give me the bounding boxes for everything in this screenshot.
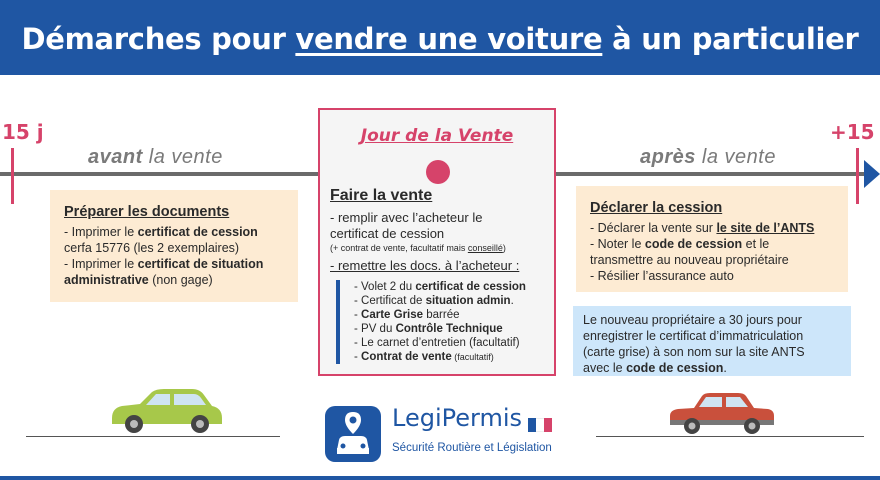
phase-after <box>640 146 776 169</box>
list-item: - remettre les docs. à l’acheteur : <box>330 258 520 273</box>
phase-before-bold: avant <box>88 146 143 168</box>
list-item: - Noter le code de cession et le <box>590 237 770 251</box>
list-item-cont: certificat de cession <box>330 226 445 241</box>
title-prefix: Démarches pour <box>21 22 296 56</box>
list-item-cont: cerfa 15776 (les 2 exemplaires) <box>64 241 240 255</box>
documents-list <box>336 280 556 364</box>
phase-before-rest: la vente <box>142 146 223 168</box>
page-title <box>0 0 880 75</box>
list-item: - Certificat de situation admin. <box>354 295 514 307</box>
green-car-icon <box>106 386 226 436</box>
phase-after-bold: après <box>640 146 696 168</box>
list-item: - Imprimer le certificat de cession <box>64 225 258 239</box>
list-item: - Le carnet d’entretien (facultatif) <box>354 337 520 349</box>
sale-day-content <box>330 188 556 364</box>
list-item: - Carte Grise barrée <box>354 309 460 321</box>
info-line: (carte grise) à son nom sur la site ANTS <box>583 345 805 359</box>
prepare-documents-card <box>50 190 298 302</box>
list-item: - remplir avec l’acheteur le <box>330 210 483 225</box>
car-location-pin-icon <box>325 406 381 462</box>
ants-info-card <box>573 306 851 376</box>
declare-transfer-card <box>576 186 848 292</box>
brand-name: LegiPermis <box>392 404 522 432</box>
timeline-tick-start <box>11 148 14 204</box>
list-item: - PV du Contrôle Technique <box>354 323 503 335</box>
timeline-arrow-icon <box>864 160 880 188</box>
title-emphasis: vendre une voiture <box>295 22 603 56</box>
declare-transfer-heading: Déclarer la cession <box>590 200 723 216</box>
ground-line-left <box>26 436 280 437</box>
ground-line-right <box>596 436 864 437</box>
title-suffix: à un particulier <box>602 22 859 56</box>
info-line: enregistrer le certificat d’immatriculation <box>583 329 804 343</box>
info-line: Le nouveau propriétaire a 30 jours pour <box>583 313 802 327</box>
make-sale-heading: Faire la vente <box>330 187 433 204</box>
sale-day-box <box>318 108 556 376</box>
brand-tagline: Sécurité Routière et Législation <box>392 442 552 454</box>
red-car-icon <box>666 390 778 436</box>
list-item: - Volet 2 du certificat de cession <box>354 281 526 293</box>
list-item: - Contrat de vente (facultatif) <box>354 351 494 363</box>
marker-after: +15 <box>830 120 875 144</box>
sale-day-dot <box>426 160 450 184</box>
phase-before <box>88 146 223 169</box>
list-item: - Résilier l’assurance auto <box>590 269 734 283</box>
timeline-tick-end <box>856 148 859 204</box>
prepare-documents-heading: Préparer les documents <box>64 204 230 220</box>
sale-day-title: Jour de la Vente <box>360 126 514 146</box>
list-item: - Déclarer la vente sur le site de l’ANTS <box>590 221 815 235</box>
bottom-border <box>0 476 880 480</box>
list-item-cont: administrative (non gage) <box>64 273 213 287</box>
list-item: - Imprimer le certificat de situation <box>64 257 264 271</box>
list-item-cont: transmettre au nouveau propriétaire <box>590 253 789 267</box>
info-line: avec le code de cession. <box>583 361 727 375</box>
france-flag-icon <box>528 418 552 432</box>
contract-note: (+ contrat de vente, facultatif mais conseillé) <box>330 243 506 253</box>
phase-after-rest: la vente <box>695 146 776 168</box>
marker-before: 15 j <box>2 120 44 144</box>
